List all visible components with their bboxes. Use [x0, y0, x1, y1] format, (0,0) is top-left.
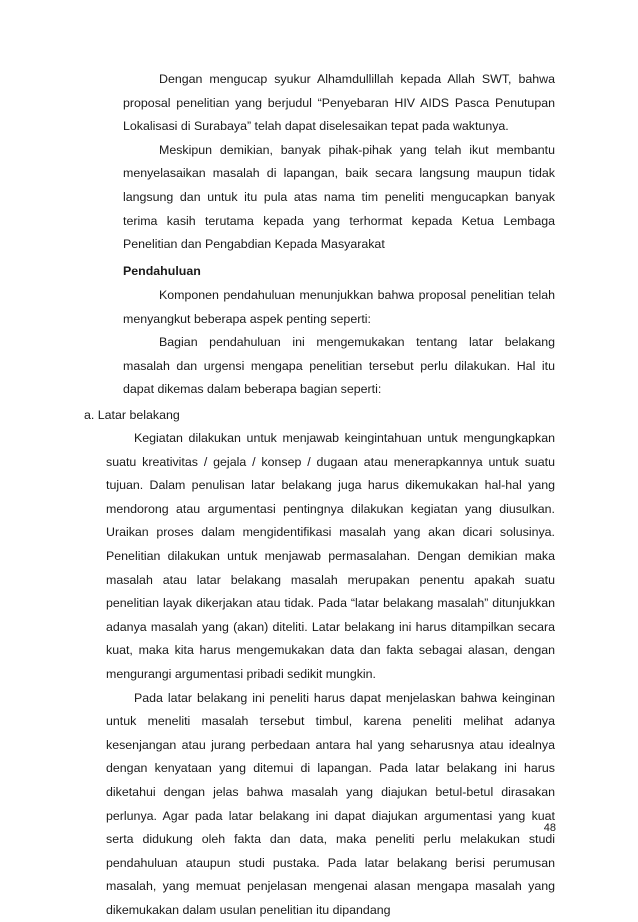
- latar-belakang-paragraph-1: Kegiatan dilakukan untuk menjawab keingintahuan untuk mengungkapkan suatu kreativitas / gejala / konsep / dugaan atau menerapkannya untuk suatu tujuan. Dalam penulisan latar belakang juga harus dikemukakan hal-hal yang mendorong atau argumentasi pentingnya dilakukan kegiatan yang diusulkan. Uraikan proses dalam mengidentifikasi masalah yang akan dicari solusinya. Penelitian dilakukan untuk menjawab permasalahan. Dengan demikian maka masalah atau latar belakang masalah merupakan penentu apakah suatu penelitian layak dikerjakan atau tidak. Pada “latar belakang masalah” ditunjukkan adanya masalah yang (akan) diteliti. Latar belakang ini harus ditampilkan secara kuat, maka kita harus mengemukakan data dan fakta sebagai alasan, dengan mengurangi argumentasi pribadi sedikit mungkin.: [106, 431, 555, 681]
- list-item-label-latar-belakang: a. Latar belakang: [84, 408, 180, 422]
- intro-paragraph-1: Dengan mengucap syukur Alhamdullillah kepada Allah SWT, bahwa proposal penelitian yang berjudul “Penyebaran HIV AIDS Pasca Penutupan Lokalisasi di Surabaya” telah dapat diselesaikan tepat pada waktunya.: [123, 72, 555, 134]
- pendahuluan-paragraph-2: Bagian pendahuluan ini mengemukakan tentang latar belakang masalah dan urgensi mengapa penelitian tersebut perlu dilakukan. Hal itu dapat dikemas dalam beberapa bagian seperti:: [123, 335, 555, 397]
- page-number: 48: [543, 822, 556, 834]
- latar-belakang-paragraph-2: Pada latar belakang ini peneliti harus dapat menjelaskan bahwa keinginan untuk meneliti masalah tersebut timbul, karena peneliti melihat adanya kesenjangan atau jurang perbedaan antara hal yang seharusnya atau idealnya dengan kenyataan yang ditemui di lapangan. Pada latar belakang ini harus diketahui dengan jelas bahwa masalah yang diajukan betul-betul dirasakan perlunya. Agar pada latar belakang ini dapat diajukan argumentasi yang kuat serta didukung oleh fakta dan data, maka peneliti perlu melakukan studi pendahuluan ataupun studi pustaka. Pada latar belakang berisi perumusan masalah, yang memuat penjelasan mengenai alasan mengapa masalah yang dikemukakan dalam usulan penelitian itu dipandang: [106, 690, 555, 917]
- section-heading-pendahuluan: Pendahuluan: [123, 264, 201, 278]
- pendahuluan-section: [123, 284, 555, 402]
- latar-belakang-section: [106, 427, 555, 922]
- intro-section: [123, 68, 555, 257]
- pendahuluan-paragraph-1: Komponen pendahuluan menunjukkan bahwa proposal penelitian telah menyangkut beberapa aspek penting seperti:: [123, 288, 555, 326]
- intro-paragraph-2: Meskipun demikian, banyak pihak-pihak yang telah ikut membantu menyelasaikan masalah di lapangan, baik secara langsung maupun tidak langsung dan untuk itu pula atas nama tim peneliti mengucapkan banyak terima kasih terutama kepada yang terhormat kepada Ketua Lembaga Penelitian dan Pengabdian Kepada Masyarakat: [123, 142, 555, 252]
